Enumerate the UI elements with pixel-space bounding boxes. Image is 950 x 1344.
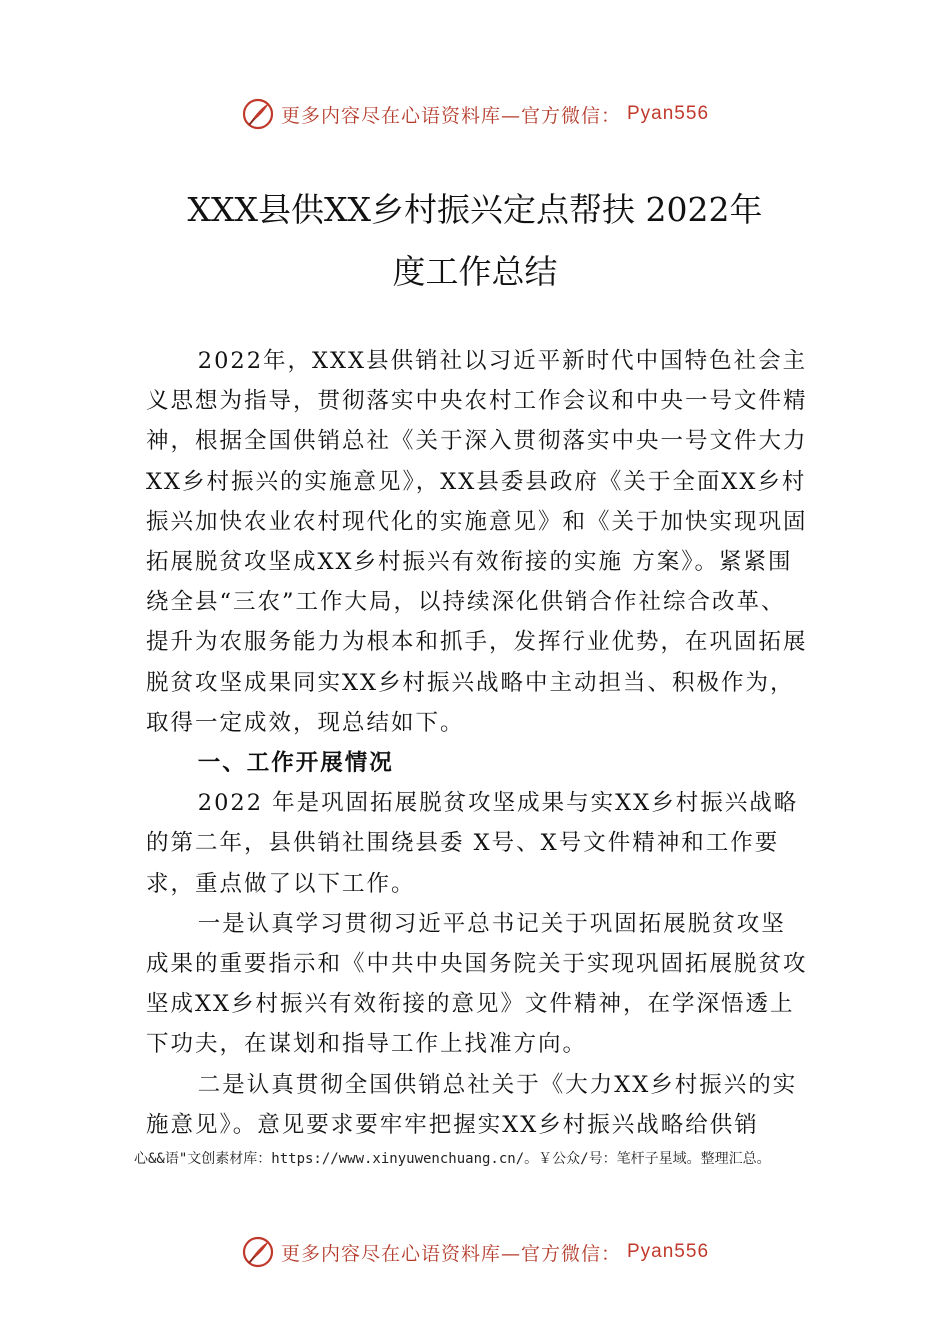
feather-logo-icon	[241, 97, 275, 131]
document-title-line2: 度工作总结	[392, 252, 558, 291]
source-note: 心&&语"文创素材库：https://www.xinyuwenchuang.cn/。￥公众/号：笔杆子星域。整理汇总。	[134, 1151, 771, 1167]
banner-text: 更多内容尽在心语资料库—官方微信：	[280, 1242, 621, 1265]
paragraph-point-two: 二是认真贯彻全国供销总社关于《大力XX乡村振兴的实施意见》。意见要求要牢牢把握实XX乡村振兴战略给供销	[146, 1071, 798, 1138]
wechat-id: Pyan556	[627, 1241, 710, 1262]
section-heading: 一、工作开展情况	[197, 750, 394, 777]
footer-banner	[0, 1234, 950, 1270]
paragraph-overview: 2022 年是巩固拓展脱贫攻坚成果与实XX乡村振兴战略的第二年，县供销社围绕县委 X号、X号文件精神和工作要求，重点做了以下工作。	[146, 790, 799, 897]
header-banner	[0, 96, 950, 132]
banner-text: 更多内容尽在心语资料库—官方微信：	[280, 104, 621, 127]
paragraph-intro: 2022年，XXX县供销社以习近平新时代中国特色社会主义思想为指导，贯彻落实中央农村工作会议和中央一号文件精神，根据全国供销总社《关于深入贯彻落实中央一号文件大力XX乡村振兴的实施意见》，XX县委县政府《关于全面XX乡村振兴加快农业农村现代化的实施意见》和《关于加快实现巩固拓展脱贫攻坚成XX乡村振兴有效衔接的实施 方案》。紧紧围绕全县“三农”工作大局，以持续深化供销合作社综合改革、提升为农服务能力为根本和抓手，发挥行业优势，在巩固拓展脱贫攻坚成果同实XX乡村振兴战略中主动担当、积极作为，取得一定成效，现总结如下。	[146, 348, 808, 736]
paragraph-point-one: 一是认真学习贯彻习近平总书记关于巩固拓展脱贫攻坚成果的重要指示和《中共中央国务院关于实现巩固拓展脱贫攻坚成XX乡村振兴有效衔接的意见》文件精神，在学深悟透上下功夫，在谋划和指导工作上找准方向。	[146, 910, 808, 1058]
feather-logo-icon	[241, 1235, 275, 1269]
wechat-id: Pyan556	[627, 103, 710, 124]
document-title-line1: XXX县供XX乡村振兴定点帮扶 2022年	[187, 190, 763, 229]
document-body	[146, 341, 808, 1145]
